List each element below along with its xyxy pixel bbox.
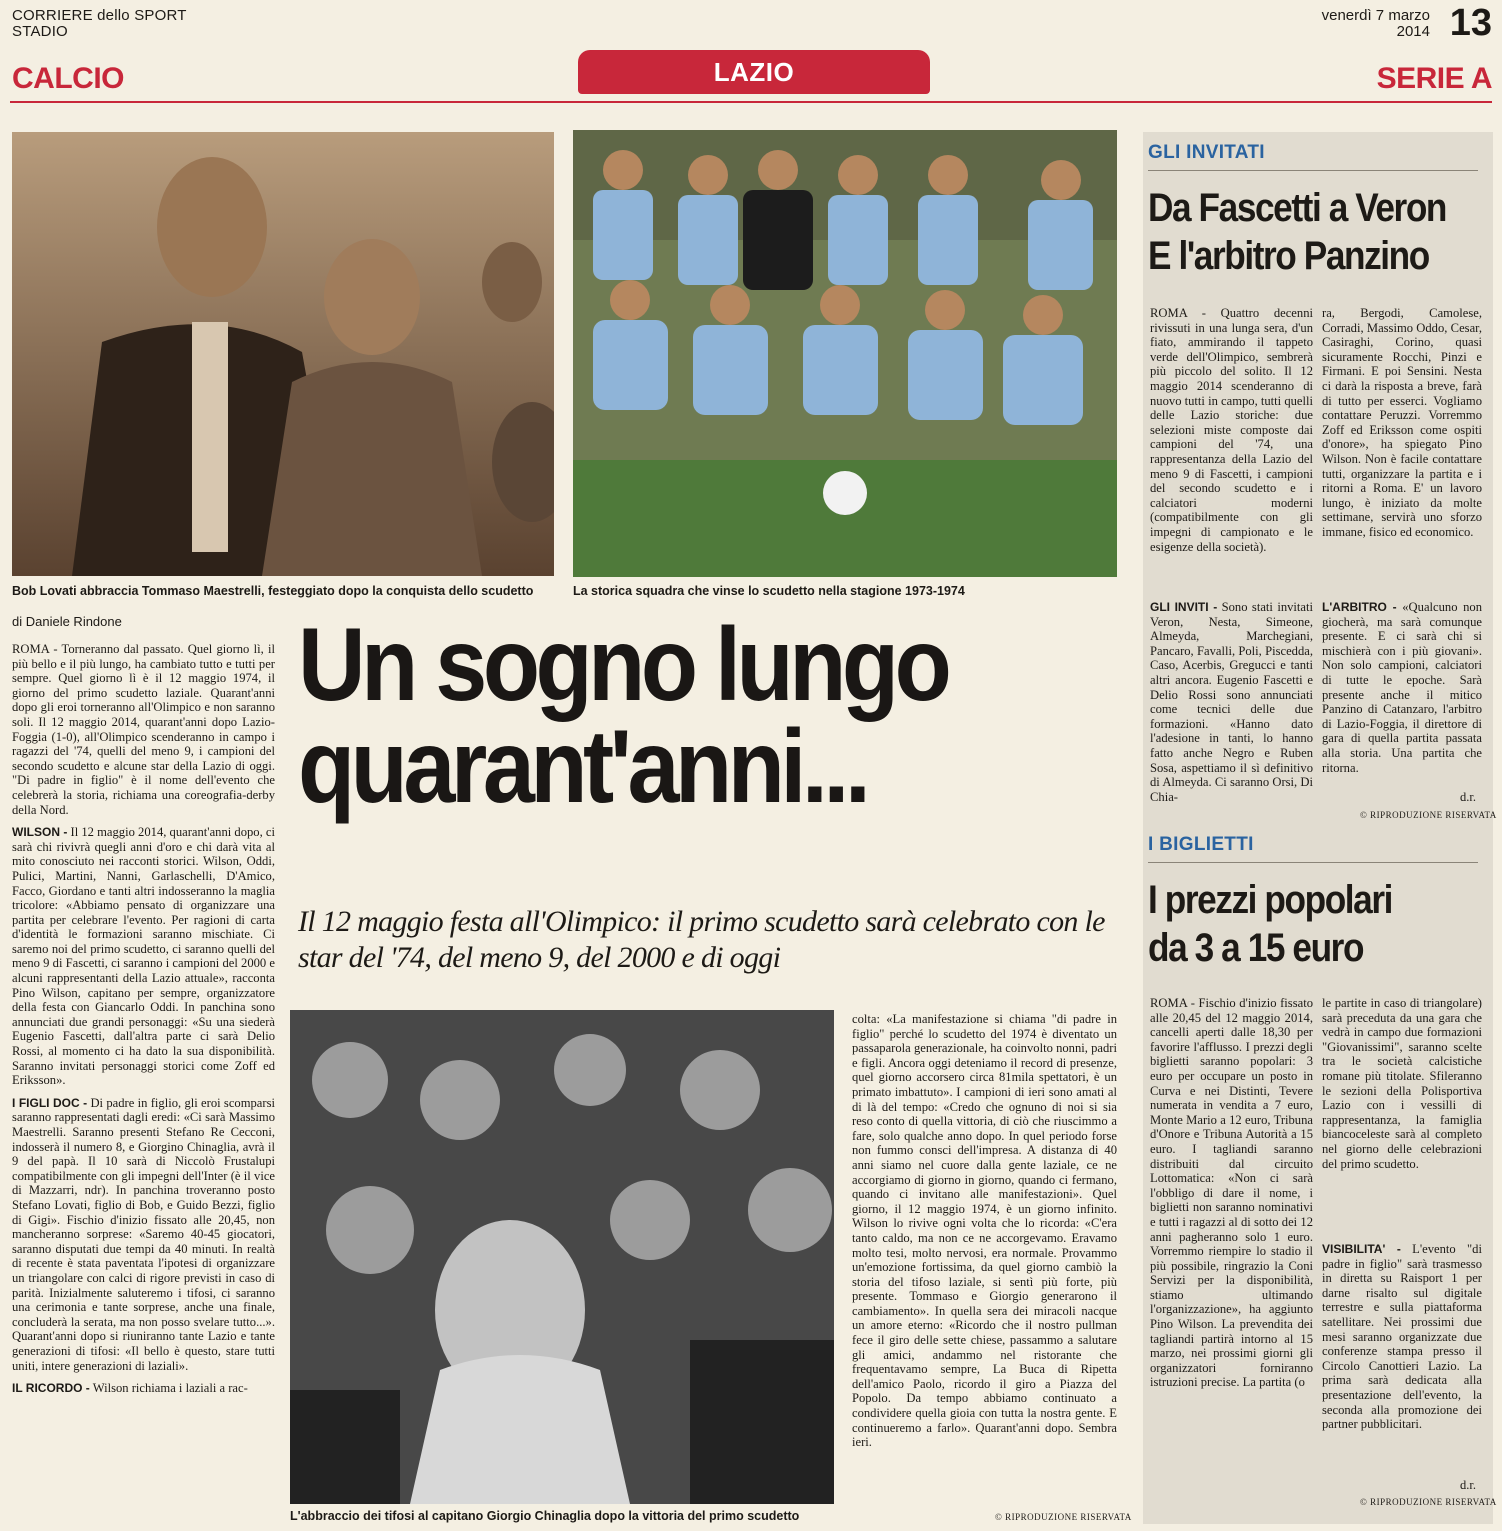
subheadline: Il 12 maggio festa all'Olimpico: il primo scudetto sarà celebrato con le star del '74, del meno 9, del 2000 e di oggi (298, 905, 1105, 974)
article-copyright: © RIPRODUZIONE RISERVATA (995, 1512, 1132, 1522)
photo-chinaglia-fans (290, 1010, 834, 1504)
article-column-2-text: colta: «La manifestazione si chiama "di padre in figlio" perché lo scudetto del 1974 è diventato un passaparola generazionale, ha coinvolto nonni, padri e figli. Ancora oggi deteniamo il record di presenze, quel giorno accorsero circa 81mila spettatori, è un primato imbattuto». I campioni di ieri sono amati al di là del tempo: «Credo che ognuno di noi si sia reso conto di quella vittoria, di ciò che riuscimmo a fare, solo qualche anno dopo. In quel periodo forse non fummo consci dell'impresa. A distanza di 40 anni siamo nel cuore dalla gente laziale, ce ne accorgiamo di giorno in giorno, quando ci fermano, quando ci invitano alle manifestazioni». Quel giorno, il 12 maggio 1974, è un giorno infinito. Wilson lo rivive ogni volta che lo ricorda: «C'era tanto caldo, ma non ce ne accorgevamo. Eravamo molto tesi, molto nervosi, era normale. Provammo un'emozione fortissima, da quel giorno cambiò la storia del tifoso laziale, si sentì più forte, più presente. Tommaso e Giorgio generarono il cambiamento». In quella sera dei miracoli nacque un amore eterno: «Ricordo che il nostro pullman fece il giro delle sette chiese, passammo a salutare gli amici, andammo nel ristorante che frequentavamo sempre, La Buca di Ripetta dell'amico Paolo, ricordo il giro a Piazza del Popolo. Da tempo abbiamo continuato a condividere quella gioia con tutta la nostra gente. E continueremo a farlo». Quarant'anni dopo. Sembra ieri. (852, 1012, 1117, 1450)
photo-caption-3: L'abbraccio dei tifosi al capitano Giorgio Chinaglia dopo la vittoria del primo scudetto (290, 1509, 800, 1523)
paragraph-text: Wilson richiama i laziali a rac- (92, 1381, 248, 1396)
paragraph-lead: WILSON - (12, 825, 68, 840)
publication-name (12, 8, 187, 40)
byline: di Daniele Rindone (12, 614, 122, 629)
photo-team-1973-74 (573, 130, 1117, 577)
article-paragraph-4 (12, 1381, 275, 1396)
sidebar-title-biglietti (1148, 876, 1392, 972)
sidebar1-initials: d.r. (1460, 790, 1476, 804)
paragraph-text: «Qualcuno non giocherà, ma sarà comunque presente. E ci sarà chi si mischierà con i più giovani». Non solo campioni, calciatori di tutte le epoche. Sarà presente anche il mitico Panzino di Catanzaro, l'arbitro di Lazio-Foggia, il direttore di gara di quella partita passata alla storia. Una partita che ritorna. (1322, 600, 1482, 775)
paragraph-text: Sono stati invitati Veron, Nesta, Simeone, Almeyda, Marchegiani, Pancaro, Favalli, Poli, Piscedda, Caso, Acerbis, Gregucci e tanti altri ancora. Eugenio Fascetti e Delio Rossi sono annunciati come tecnici delle due formazioni. «Hanno dato l'adesione in tanti, lo hanno fatto anche Negro e Ruben Sosa, aspettiamo il sì definitivo di Almeyda. Ci saranno Orsi, Di Chia- (1150, 600, 1313, 804)
paragraph-lead: I FIGLI DOC - (12, 1095, 88, 1110)
sidebar2-copyright: © RIPRODUZIONE RISERVATA (1360, 1497, 1497, 1507)
visibilita-paragraph (1322, 1242, 1482, 1464)
headline-line-2: quarant'anni... (298, 709, 867, 825)
section-ribbon: LAZIO (578, 50, 930, 94)
header-rule (10, 101, 1492, 103)
invitati-column-b: ra, Bergodi, Camolese, Corradi, Massimo Oddo, Cesar, Casiraghi, Corino, quasi sicuramente Rocchi, Pinzi e Firmani. E poi Sensini. Nesta ci darà la risposta a breve, farà di tutto per esserci. Vogliamo contattare Peruzzi. Vorremmo Zoff ed Eriksson come ospiti d'onore», ha spiegato Pino Wilson. Non è facile contattare tutti, organizzare la partita e i ritorni a Roma. E' un lavoro lungo, è iniziato da molte settimane, servirà uno sforzo immane, fisico ed economico. (1322, 306, 1482, 539)
article-column-2 (852, 1012, 1117, 1502)
sidebar-title-line-2: da 3 a 15 euro (1148, 926, 1364, 970)
publication-line-2: STADIO (12, 23, 68, 40)
paragraph-lead: L'ARBITRO - (1322, 600, 1397, 614)
biglietti-column-b: le partite in caso di triangolare) sarà preceduta da una gara che vedrà in campo due formazioni "Giovanissimi", saranno scelte tra le società calcistiche romane più titolate. Sfileranno le sezioni della Polisportiva Lazio con i vessilli di rappresentanza, la famiglia biancoceleste sarà al completo nel giorno delle celebrazioni del primo scudetto. (1322, 996, 1482, 1171)
photo-caption-2: La storica squadra che vinse lo scudetto nella stagione 1973-1974 (573, 584, 965, 598)
paragraph-text: Il 12 maggio 2014, quarant'anni dopo, ci sarà chi rivivrà quegli anni d'oro e chi darà vita al mito conosciuto nei racconti storici. Wilson, Oddi, Pulici, Martini, Nanni, Garlaschelli, D'Amico, Facco, Giordano e tanti altri indosseranno la maglia tricolore: «Abbiamo pensato di organizzare una partita per celebrare l'evento. Per ragioni di carta d'identità le formazioni saranno mischiate. Ci saremo noi del primo scudetto, ci saranno quelli del meno 9 di Fascetti, ci saranno i campioni del 2000 e alcuni rappresentanti della Lazio attuale», racconta Pino Wilson, capitano per sempre, organizzatore della festa con Giancarlo Oddi. In panchina sono annunciati due grandi personaggi: «Su una siederà Eugenio Fascetti, dall'altra parte ci sarà Delio Rossi, al momento ci ha dato la sua disponibilità. Saranno invitati personaggi storici come Zoff ed Eriksson». (12, 825, 275, 1088)
page-number: 13 (1449, 2, 1492, 44)
date-line-1: venerdì 7 marzo (1321, 7, 1430, 24)
sidebar-title-line-2: E l'arbitro Panzino (1148, 234, 1429, 278)
sidebar1-copyright: © RIPRODUZIONE RISERVATA (1360, 810, 1497, 820)
paragraph-text: Di padre in figlio, gli eroi scomparsi saranno rappresentati dagli eredi: «Ci sarà Massimo Maestrelli. Saranno presenti Stefano Re Cecconi, indosserà il numero 8, e Giorgino Chinaglia, avrà il 9 del papà. Il 10 sarà di Niccolò Frustalupi compatibilmente con gli impegni dell'Inter (è il vice di Mazzarri, ndr). In panchina troveranno posto Stefano Lovati, figlio di Bob, e Guido Bezzi, figlio di Gigi». Fischio d'inizio fissato alle 20,45, non mancheranno sorprese: «Saremo 40-45 giocatori, saranno disputati due tempi da 40 minuti. In realtà di recente è stata paventata l'ipotesi di organizzare un triangolare con calci di rigore previsti in caso di parità. Inizialmente saluteremo i tifosi, ci saranno una cerimonia e tante sorprese, anche una finale, concluderà la serata, ma non posso svelare tutto...». Quarant'anni dopo si riuniranno tante Lazio e tante generazioni di tifosi: «Il bello è questo, stare tutti uniti, intere generazioni di laziali». (12, 1095, 275, 1373)
publication-line-1: CORRIERE dello SPORT (12, 7, 187, 24)
paragraph-lead: GLI INVITI - (1150, 600, 1218, 614)
invitati-column-a: ROMA - Quattro decenni rivissuti in una lunga sera, d'un fiato, ammirando il tappeto verde dell'Olimpico, sembrerà più piccolo del solito. Il 12 maggio 2014 scenderanno di nuovo tutti in campo, tutti quelli delle Lazio storiche: due selezioni miste composte dai campioni del '74, una rappresentanza della Lazio del meno 9 di Fascetti, i campioni del secondo scudetto e i calciatori moderni (compatibilmente con gli impegni di campionato e le esigenze della società). (1150, 306, 1313, 554)
article-paragraph-2 (12, 825, 275, 1088)
section-kicker-left: CALCIO (12, 62, 124, 95)
sidebar-divider (1148, 170, 1478, 171)
sidebar-divider (1148, 862, 1478, 863)
headline (298, 607, 1054, 825)
paragraph-lead: VISIBILITA' - (1322, 1242, 1401, 1256)
headline-line-1: Un sogno lungo (298, 607, 948, 723)
article-column-1 (12, 642, 275, 1524)
sidebar-title-line-1: Da Fascetti a Veron (1148, 186, 1447, 230)
sidebar-label-invitati: GLI INVITATI (1148, 142, 1265, 163)
inviti-paragraph (1150, 600, 1313, 825)
photo-lovati-maestrelli (12, 132, 554, 576)
sidebar2-initials: d.r. (1460, 1478, 1476, 1492)
paragraph-text: L'evento "di padre in figlio" sarà trasmesso in diretta su Raisport 1 per darne risalto sul digitale terrestre e sulla piattaforma satellitare. Nei prossimi due mesi saranno organizzate due conferenze stampa presso il Circolo Canottieri Lazio. La prima sarà dedicata alla presentazione dell'evento, la seconda alla promozione dei partner pubblicitari. (1322, 1242, 1482, 1432)
sidebar-label-biglietti: I BIGLIETTI (1148, 834, 1254, 855)
issue-date (1322, 8, 1430, 40)
section-kicker-right: SERIE A (1376, 62, 1492, 95)
article-paragraph-3 (12, 1096, 275, 1373)
biglietti-column-a: ROMA - Fischio d'inizio fissato alle 20,45 del 12 maggio 2014, cancelli aperti dalle 18,30 per favorire l'afflusso. I prezzi degli biglietti saranno popolari: 3 euro per occupare un posto in Curva e nei Distinti, Tevere numerata in vendita a 7 euro, Monte Mario a 12 euro, Tribuna d'Onore e Tribuna Autorità a 15 euro. I tagliandi saranno distribuiti dal circuito Lottomatica: «Non ci sarà l'obbligo di dare il nome, i biglietti non saranno nominativi e tutti i ragazzi al di sotto dei 12 anni pagheranno solo 1 euro. Vorremmo riempire lo stadio il più possibile, ringrazio la Coni Servizi per la disponibilità, stiamo ultimando l'organizzazione», ha aggiunto Pino Wilson. La prevendita dei tagliandi partirà intorno al 15 marzo, nei prossimi giorni gli organizzatori forniranno istruzioni precise. La partita (o (1150, 996, 1313, 1390)
date-line-2: 2014 (1396, 23, 1430, 40)
paragraph-lead: IL RICORDO - (12, 1381, 90, 1396)
arbitro-paragraph (1322, 600, 1482, 800)
article-paragraph-1: ROMA - Torneranno dal passato. Quel giorno lì, il più bello e il più lungo, ha cambiato tutto e tutti per sempre. Quel giorno lì è il 12 maggio 1974, il giorno del primo scudetto laziale. Quarant'anni dopo gli eroi torneranno all'Olimpico e non saranno soli. Il 12 maggio 2014, quarant'anni dopo Lazio-Foggia (1-0), all'Olimpico scenderanno in campo i ragazzi del '74, quelli del meno 9, i campioni del secondo scudetto e alcune star della Lazio di oggi. "Di padre in figlio" è il nome dell'evento che celebrerà la storia, richiama una coreografia-derby della Nord. (12, 642, 275, 817)
photo-caption-1: Bob Lovati abbraccia Tommaso Maestrelli, festeggiato dopo la conquista dello scudetto (12, 584, 534, 598)
sidebar-title-invitati (1148, 184, 1446, 280)
sidebar-title-line-1: I prezzi popolari (1148, 878, 1393, 922)
